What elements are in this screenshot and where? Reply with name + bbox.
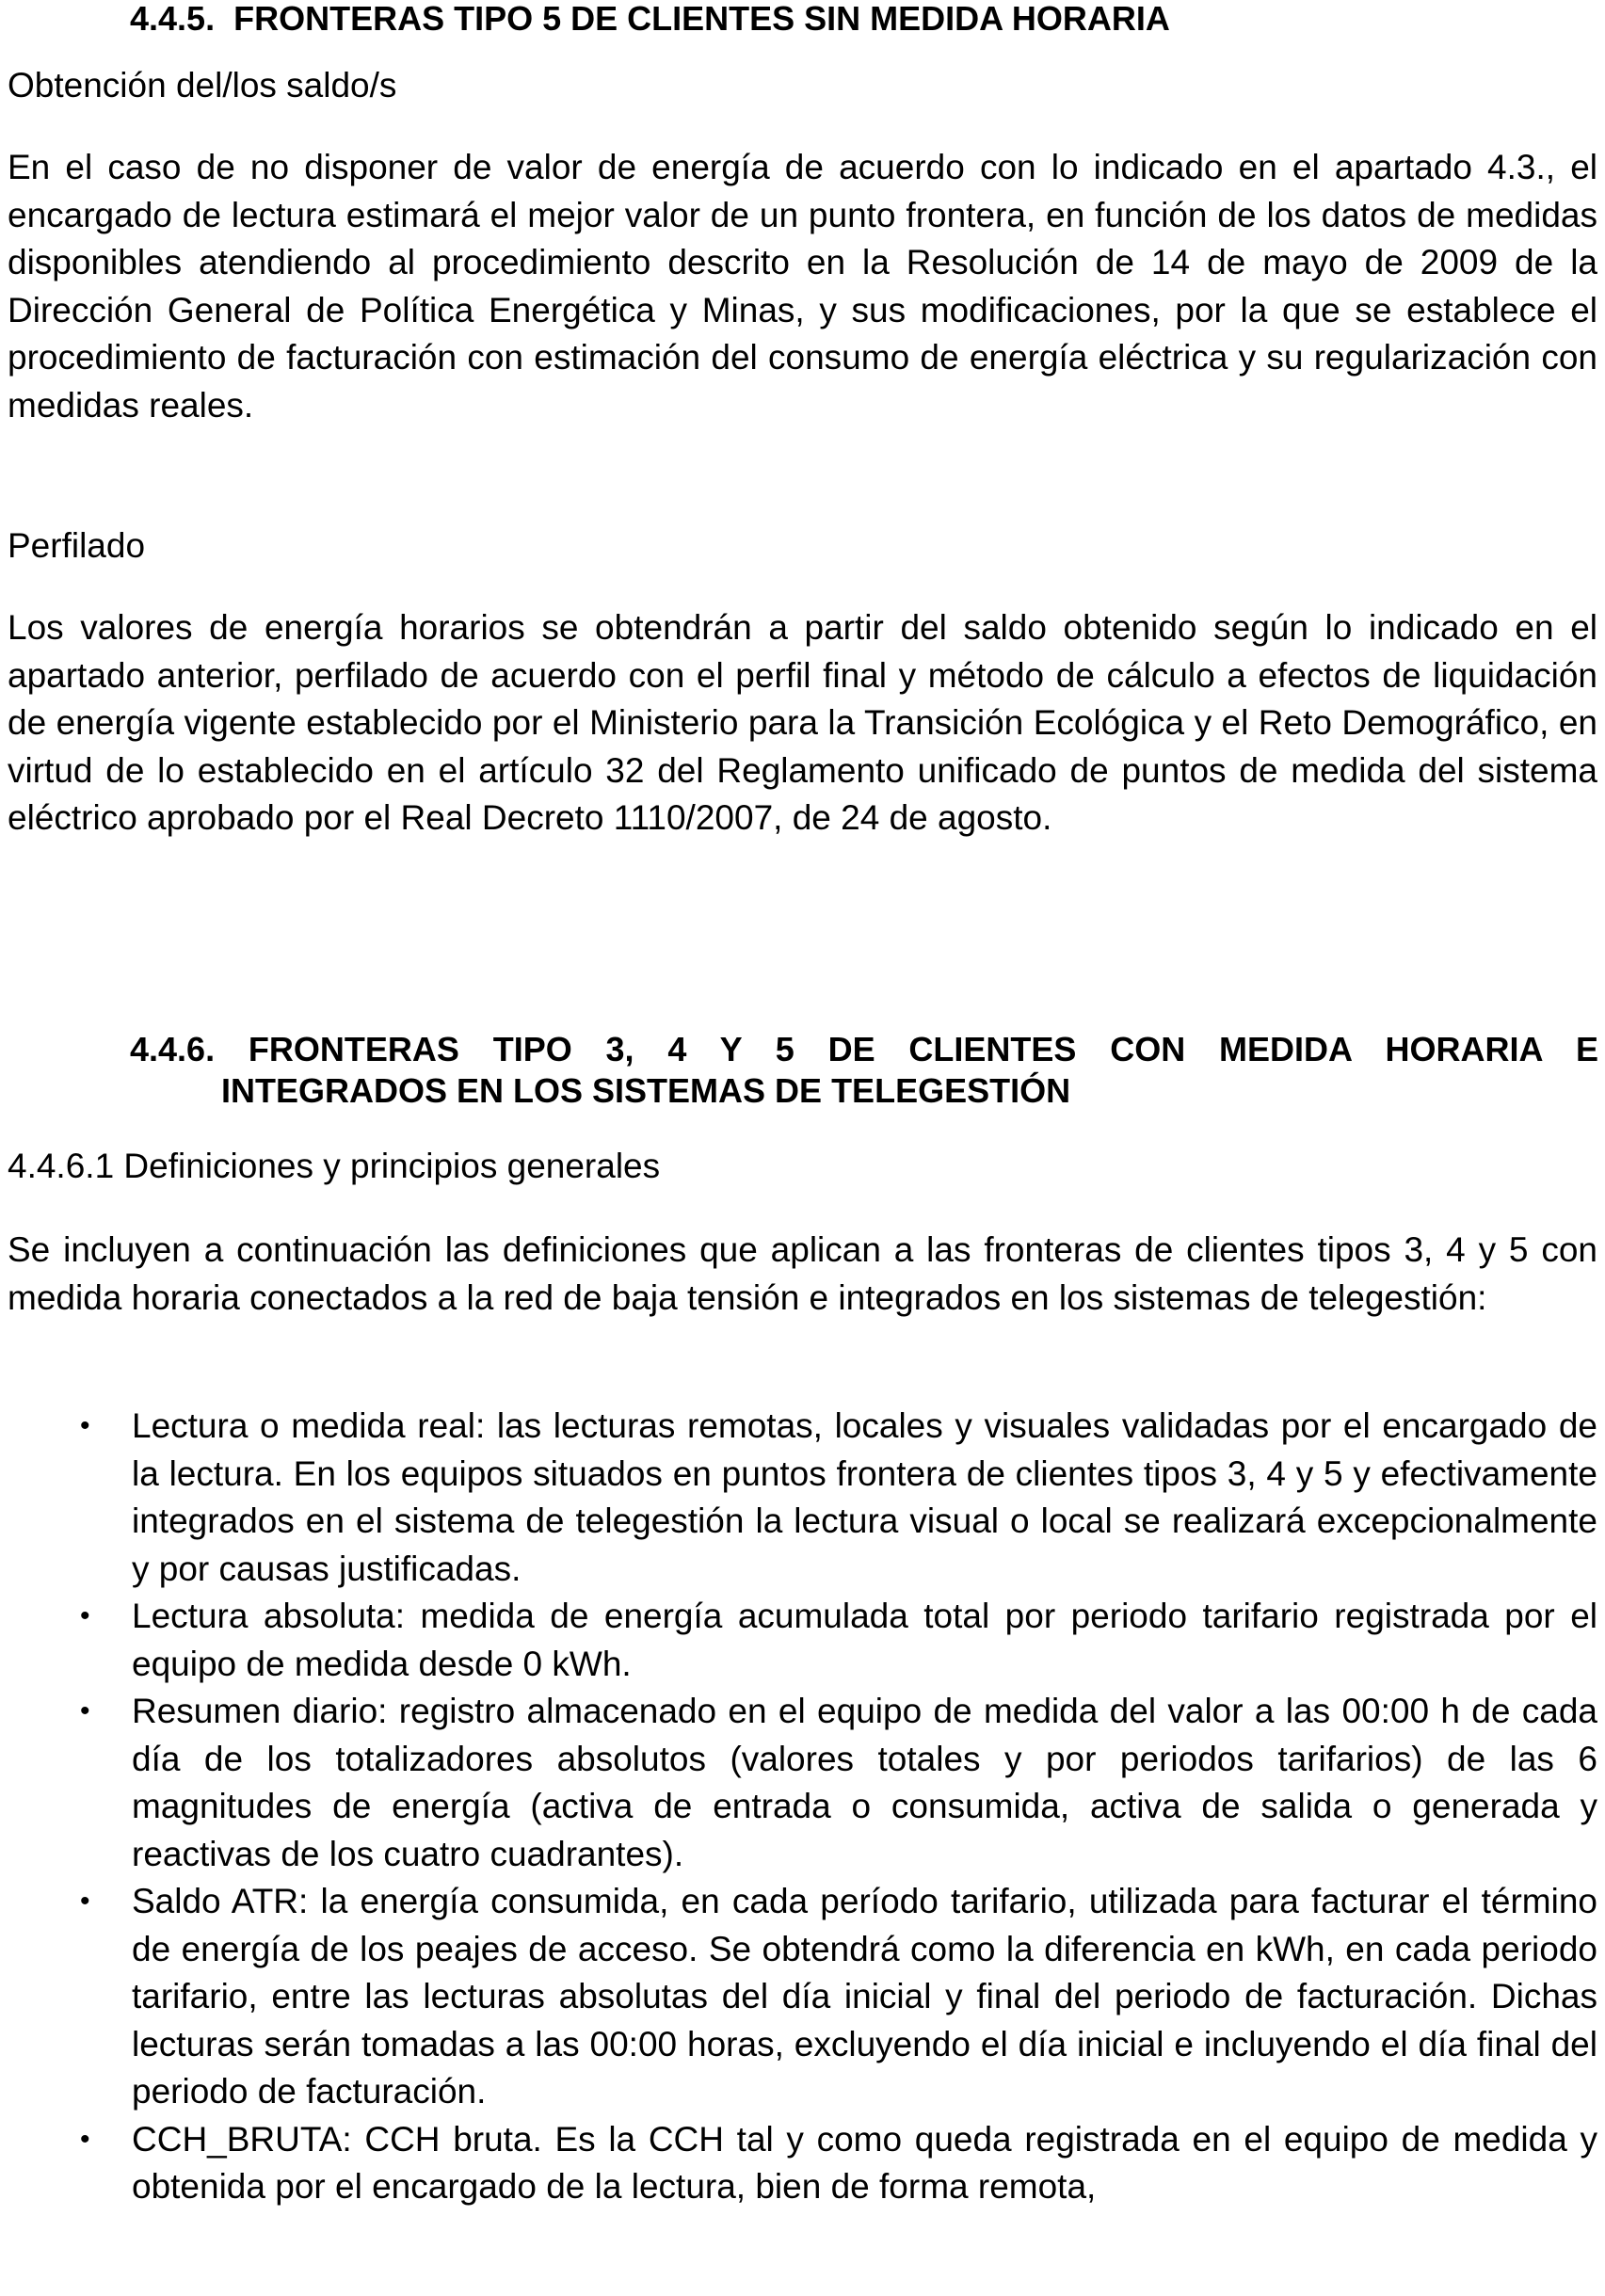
definition-lectura-absoluta: Lectura absoluta: medida de energía acumulada total por periodo tarifario registrada por el equipo de medida desde 0 kWh. [132, 1597, 1597, 1683]
bullet-icon: • [80, 1886, 90, 1917]
definitions-list [8, 1403, 1597, 2211]
definition-saldo-atr: Saldo ATR: la energía consumida, en cada período tarifario, utilizada para facturar el término de energía de los peajes de acceso. Se obtendrá como la diferencia en kWh, en cada periodo tarifario, entre las lecturas absolutas del día inicial y final del periodo de facturación. Dichas lecturas serán tomadas a las 00:00 horas, excluyendo el día inicial e incluyendo el día final del periodo de facturación. [132, 1882, 1597, 2111]
bullet-icon: • [80, 1600, 90, 1631]
list-item [8, 1403, 1597, 1593]
bullet-icon: • [80, 2123, 90, 2155]
section-4-4-6-1-intro: Se incluyen a continuación las definiciones que aplican a las fronteras de clientes tipos 3, 4 y 5 con medida horaria conectados a la red de baja tensión e integrados en los sistemas de telegestión: [8, 1230, 1597, 1317]
list-item [8, 2116, 1597, 2211]
definition-cch-bruta: CCH_BRUTA: CCH bruta. Es la CCH tal y como queda registrada en el equipo de medida y obtenida por el encargado de la lectura, bien de forma remota, [132, 2119, 1597, 2206]
bullet-icon: • [80, 1695, 90, 1726]
perfilado-label: Perfilado [8, 526, 146, 565]
bullet-icon: • [80, 1410, 90, 1441]
section-4-4-6-heading [130, 1029, 1598, 1112]
obtencion-paragraph: En el caso de no disponer de valor de energía de acuerdo con lo indicado en el apartado 4.3., el encargado de lectura estimará el mejor valor de un punto frontera, en función de los datos de medidas disponibles atendiendo al procedimiento descrito en la Resolución de 14 de mayo de 2009 de la Dirección General de Política Energética y Minas, y sus modificaciones, por la que se establece el procedimiento de facturación con estimación del consumo de energía eléctrica y su regularización con medidas reales. [8, 148, 1597, 425]
list-item [8, 1878, 1597, 2116]
obtencion-label: Obtención del/los saldo/s [8, 66, 397, 104]
definition-lectura-real: Lectura o medida real: las lecturas remotas, locales y visuales validadas por el encargado de la lectura. En los equipos situados en puntos frontera de clientes tipos 3, 4 y 5 y efectivamente integrados en el sistema de telegestión la lectura visual o local se realizará excepcionalmente y por causas justificadas. [132, 1406, 1597, 1588]
section-4-4-5-heading [130, 0, 1170, 40]
list-item [8, 1688, 1597, 1878]
section-4-4-6-title-line1 [130, 1029, 1598, 1070]
section-4-4-6-title-line2: INTEGRADOS EN LOS SISTEMAS DE TELEGESTIÓN [221, 1071, 1071, 1110]
section-4-4-5-title: FRONTERAS TIPO 5 DE CLIENTES SIN MEDIDA HORARIA [233, 0, 1170, 38]
list-item [8, 1593, 1597, 1688]
section-4-4-5-number: 4.4.5. [130, 0, 216, 38]
document-page [8, 0, 1597, 2296]
section-4-4-6-1-label: 4.4.6.1 Definiciones y principios generales [8, 1147, 661, 1185]
section-4-4-6-title-1: FRONTERAS TIPO 3, 4 Y 5 DE CLIENTES CON MEDIDA HORARIA E [248, 1030, 1598, 1068]
definition-resumen-diario: Resumen diario: registro almacenado en el equipo de medida del valor a las 00:00 h de cada día de los totalizadores absolutos (valores totales y por periodos tarifarios) de las 6 magnitudes de energía (activa de entrada o consumida, activa de salida o generada y reactivas de los cuatro cuadrantes). [132, 1692, 1597, 1873]
section-4-4-6-number: 4.4.6. [130, 1030, 216, 1068]
perfilado-paragraph: Los valores de energía horarios se obtendrán a partir del saldo obtenido según lo indicado en el apartado anterior, perfilado de acuerdo con el perfil final y método de cálculo a efectos de liquidación de energía vigente establecido por el Ministerio para la Transición Ecológica y el Reto Demográfico, en virtud de lo establecido en el artículo 32 del Reglamento unificado de puntos de medida del sistema eléctrico aprobado por el Real Decreto 1110/2007, de 24 de agosto. [8, 608, 1597, 837]
